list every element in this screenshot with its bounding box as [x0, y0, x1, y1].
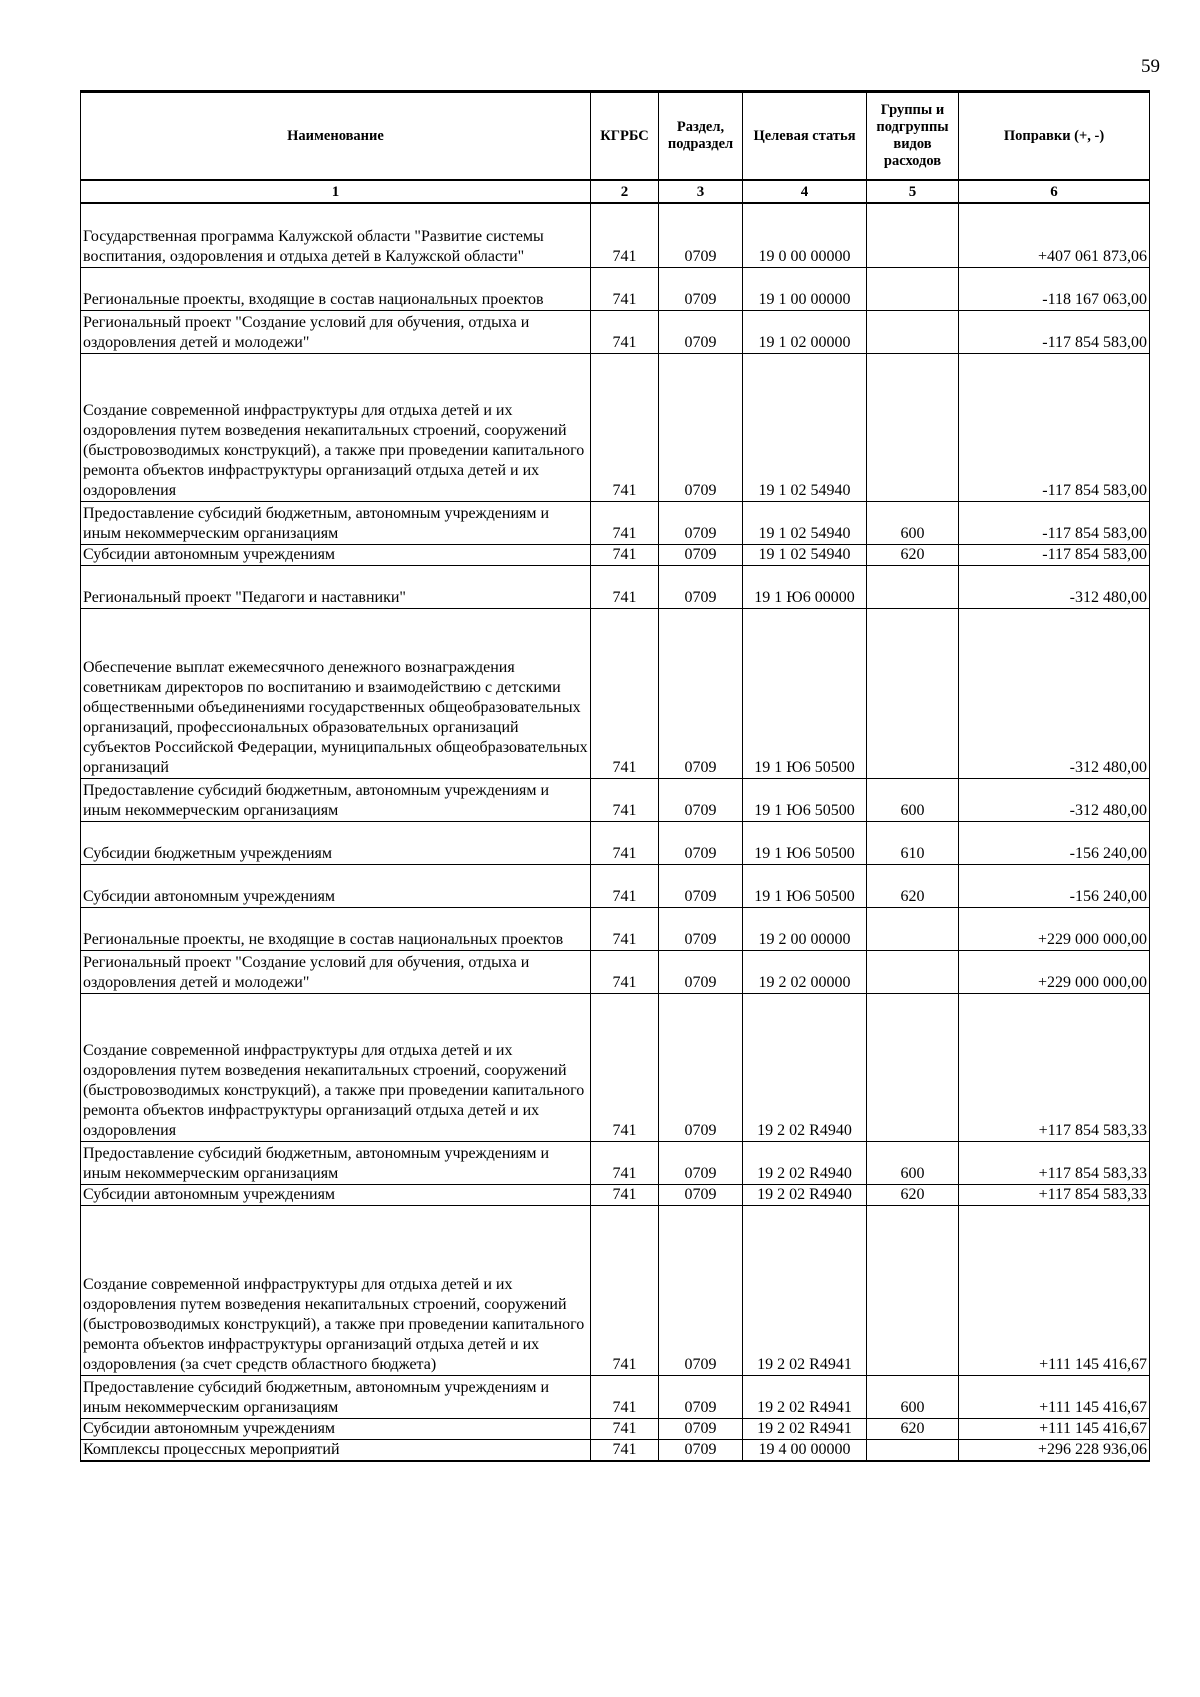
row-name: Региональный проект "Педагоги и наставники"	[81, 565, 591, 608]
row-target: 19 0 00 00000	[743, 203, 867, 267]
row-name: Региональные проекты, входящие в состав национальных проектов	[81, 267, 591, 310]
row-amount: -156 240,00	[959, 864, 1150, 907]
row-amount: -312 480,00	[959, 608, 1150, 778]
row-section: 0709	[659, 267, 743, 310]
table-row	[81, 821, 1150, 864]
row-amount: +117 854 583,33	[959, 1141, 1150, 1184]
row-section: 0709	[659, 565, 743, 608]
row-section: 0709	[659, 864, 743, 907]
row-name: Региональные проекты, не входящие в состав национальных проектов	[81, 907, 591, 950]
row-group	[867, 267, 959, 310]
table-row	[81, 1141, 1150, 1184]
row-section: 0709	[659, 310, 743, 353]
row-section: 0709	[659, 993, 743, 1141]
row-kgrbs: 741	[591, 950, 659, 993]
row-section: 0709	[659, 1418, 743, 1439]
row-amount: -117 854 583,00	[959, 353, 1150, 501]
row-kgrbs: 741	[591, 993, 659, 1141]
table-row	[81, 565, 1150, 608]
header-kgrbs: КГРБС	[591, 92, 659, 181]
row-amount: +296 228 936,06	[959, 1439, 1150, 1461]
row-group	[867, 1205, 959, 1375]
row-group	[867, 950, 959, 993]
row-amount: -156 240,00	[959, 821, 1150, 864]
row-kgrbs: 741	[591, 864, 659, 907]
row-group	[867, 608, 959, 778]
row-group: 620	[867, 1184, 959, 1205]
header-section: Раздел, подраздел	[659, 92, 743, 181]
table-row	[81, 778, 1150, 821]
row-target: 19 2 02 R4940	[743, 1141, 867, 1184]
row-name: Предоставление субсидий бюджетным, автономным учреждениям и иным некоммерческим организациям	[81, 1141, 591, 1184]
table-row	[81, 267, 1150, 310]
table-row	[81, 950, 1150, 993]
table-row	[81, 1184, 1150, 1205]
row-kgrbs: 741	[591, 1141, 659, 1184]
column-number: 2	[591, 180, 659, 203]
row-kgrbs: 741	[591, 778, 659, 821]
row-amount: +117 854 583,33	[959, 1184, 1150, 1205]
row-section: 0709	[659, 1205, 743, 1375]
table-row	[81, 993, 1150, 1141]
row-amount: +111 145 416,67	[959, 1375, 1150, 1418]
row-name: Субсидии автономным учреждениям	[81, 864, 591, 907]
row-amount: +229 000 000,00	[959, 907, 1150, 950]
row-target: 19 2 02 R4941	[743, 1375, 867, 1418]
row-target: 19 2 02 R4940	[743, 993, 867, 1141]
row-target: 19 1 02 54940	[743, 544, 867, 565]
row-section: 0709	[659, 608, 743, 778]
row-name: Обеспечение выплат ежемесячного денежного вознаграждения советникам директоров по воспитанию и взаимодействию с детскими общественными объединениями государственных общеобразовательных организаций, профессиональных образовательных организаций субъектов Российской Федерации, муниципальных общеобразовательных организаций	[81, 608, 591, 778]
row-name: Субсидии бюджетным учреждениям	[81, 821, 591, 864]
row-name: Создание современной инфраструктуры для отдыха детей и их оздоровления путем возведения некапитальных строений, сооружений (быстровозводимых конструкций), а также при проведении капитального ремонта объектов инфраструктуры организаций отдыха детей и их оздоровления (за счет средств областного бюджета)	[81, 1205, 591, 1375]
row-section: 0709	[659, 544, 743, 565]
row-kgrbs: 741	[591, 1439, 659, 1461]
row-group	[867, 907, 959, 950]
row-target: 19 1 Ю6 50500	[743, 778, 867, 821]
table-row	[81, 1439, 1150, 1461]
row-target: 19 1 Ю6 50500	[743, 864, 867, 907]
table-row	[81, 1418, 1150, 1439]
table-row	[81, 907, 1150, 950]
budget-amendments-table	[80, 90, 1150, 1462]
row-name: Предоставление субсидий бюджетным, автономным учреждениям и иным некоммерческим организациям	[81, 1375, 591, 1418]
row-section: 0709	[659, 1375, 743, 1418]
row-group: 600	[867, 778, 959, 821]
row-section: 0709	[659, 1184, 743, 1205]
row-section: 0709	[659, 203, 743, 267]
row-amount: +117 854 583,33	[959, 993, 1150, 1141]
row-group	[867, 1439, 959, 1461]
row-target: 19 1 02 54940	[743, 501, 867, 544]
row-amount: -312 480,00	[959, 565, 1150, 608]
row-amount: +111 145 416,67	[959, 1205, 1150, 1375]
row-target: 19 2 00 00000	[743, 907, 867, 950]
row-section: 0709	[659, 1141, 743, 1184]
row-section: 0709	[659, 353, 743, 501]
row-target: 19 2 02 00000	[743, 950, 867, 993]
row-kgrbs: 741	[591, 501, 659, 544]
row-group	[867, 353, 959, 501]
row-group: 610	[867, 821, 959, 864]
page-number: 59	[1141, 56, 1160, 77]
table-row	[81, 310, 1150, 353]
row-group	[867, 993, 959, 1141]
row-name: Предоставление субсидий бюджетным, автономным учреждениям и иным некоммерческим организациям	[81, 778, 591, 821]
column-number: 1	[81, 180, 591, 203]
row-section: 0709	[659, 821, 743, 864]
row-target: 19 1 00 00000	[743, 267, 867, 310]
table-row	[81, 544, 1150, 565]
row-section: 0709	[659, 1439, 743, 1461]
row-kgrbs: 741	[591, 1205, 659, 1375]
row-kgrbs: 741	[591, 907, 659, 950]
row-target: 19 2 02 R4941	[743, 1418, 867, 1439]
row-group: 620	[867, 544, 959, 565]
row-section: 0709	[659, 907, 743, 950]
row-section: 0709	[659, 950, 743, 993]
row-target: 19 1 02 54940	[743, 353, 867, 501]
row-amount: -117 854 583,00	[959, 310, 1150, 353]
row-kgrbs: 741	[591, 267, 659, 310]
header-target: Целевая статья	[743, 92, 867, 181]
row-name: Создание современной инфраструктуры для отдыха детей и их оздоровления путем возведения некапитальных строений, сооружений (быстровозводимых конструкций), а также при проведении капитального ремонта объектов инфраструктуры организаций отдыха детей и их оздоровления	[81, 993, 591, 1141]
table-row	[81, 353, 1150, 501]
row-kgrbs: 741	[591, 821, 659, 864]
row-kgrbs: 741	[591, 1184, 659, 1205]
row-target: 19 1 Ю6 50500	[743, 821, 867, 864]
row-amount: +111 145 416,67	[959, 1418, 1150, 1439]
row-section: 0709	[659, 778, 743, 821]
row-target: 19 1 02 00000	[743, 310, 867, 353]
table-row	[81, 608, 1150, 778]
column-number: 5	[867, 180, 959, 203]
column-number: 4	[743, 180, 867, 203]
row-amount: -117 854 583,00	[959, 544, 1150, 565]
row-group: 600	[867, 1375, 959, 1418]
row-amount: -118 167 063,00	[959, 267, 1150, 310]
header-groups: Группы и подгруппы видов расходов	[867, 92, 959, 181]
row-amount: +229 000 000,00	[959, 950, 1150, 993]
header-name: Наименование	[81, 92, 591, 181]
row-kgrbs: 741	[591, 1375, 659, 1418]
row-amount: -117 854 583,00	[959, 501, 1150, 544]
table-row	[81, 1375, 1150, 1418]
row-name: Субсидии автономным учреждениям	[81, 1418, 591, 1439]
table-row	[81, 501, 1150, 544]
table-row	[81, 1205, 1150, 1375]
table-row	[81, 864, 1150, 907]
row-target: 19 1 Ю6 00000	[743, 565, 867, 608]
row-target: 19 2 02 R4940	[743, 1184, 867, 1205]
row-name: Государственная программа Калужской области "Развитие системы воспитания, оздоровления и отдыха детей в Калужской области"	[81, 203, 591, 267]
row-target: 19 4 00 00000	[743, 1439, 867, 1461]
row-group: 600	[867, 1141, 959, 1184]
row-name: Создание современной инфраструктуры для отдыха детей и их оздоровления путем возведения некапитальных строений, сооружений (быстровозводимых конструкций), а также при проведении капитального ремонта объектов инфраструктуры организаций отдыха детей и их оздоровления	[81, 353, 591, 501]
row-group: 620	[867, 864, 959, 907]
row-amount: -312 480,00	[959, 778, 1150, 821]
row-kgrbs: 741	[591, 565, 659, 608]
header-amendments: Поправки (+, -)	[959, 92, 1150, 181]
row-kgrbs: 741	[591, 310, 659, 353]
row-group: 620	[867, 1418, 959, 1439]
row-amount: +407 061 873,06	[959, 203, 1150, 267]
table-row	[81, 203, 1150, 267]
row-group	[867, 203, 959, 267]
row-target: 19 2 02 R4941	[743, 1205, 867, 1375]
column-number: 6	[959, 180, 1150, 203]
row-kgrbs: 741	[591, 353, 659, 501]
row-group	[867, 565, 959, 608]
row-group: 600	[867, 501, 959, 544]
row-name: Региональный проект "Создание условий для обучения, отдыха и оздоровления детей и молодежи"	[81, 950, 591, 993]
row-kgrbs: 741	[591, 608, 659, 778]
row-kgrbs: 741	[591, 1418, 659, 1439]
row-name: Субсидии автономным учреждениям	[81, 544, 591, 565]
table-body	[81, 203, 1150, 1461]
row-section: 0709	[659, 501, 743, 544]
row-group	[867, 310, 959, 353]
row-target: 19 1 Ю6 50500	[743, 608, 867, 778]
row-name: Региональный проект "Создание условий для обучения, отдыха и оздоровления детей и молодежи"	[81, 310, 591, 353]
row-kgrbs: 741	[591, 544, 659, 565]
row-name: Комплексы процессных мероприятий	[81, 1439, 591, 1461]
row-name: Субсидии автономным учреждениям	[81, 1184, 591, 1205]
row-kgrbs: 741	[591, 203, 659, 267]
row-name: Предоставление субсидий бюджетным, автономным учреждениям и иным некоммерческим организациям	[81, 501, 591, 544]
column-number: 3	[659, 180, 743, 203]
